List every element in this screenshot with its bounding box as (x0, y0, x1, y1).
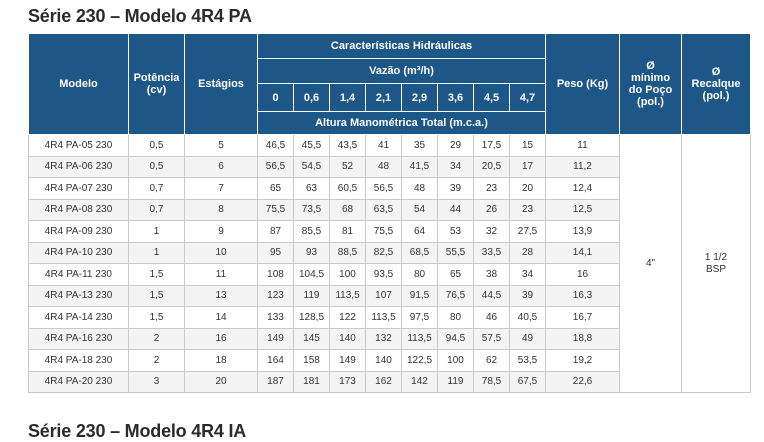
cell-altura: 107 (366, 285, 402, 307)
cell-altura: 33,5 (474, 242, 510, 264)
cell-altura: 164 (258, 350, 294, 372)
cell-altura: 81 (330, 221, 366, 243)
cell-altura: 93,5 (366, 264, 402, 286)
cell-altura: 80 (438, 307, 474, 329)
cell-potencia: 0,7 (129, 178, 185, 200)
cell-peso: 12,4 (546, 178, 620, 200)
cell-potencia: 1,5 (129, 307, 185, 329)
cell-altura: 91,5 (402, 285, 438, 307)
cell-altura: 65 (258, 178, 294, 200)
cell-altura: 108 (258, 264, 294, 286)
cell-altura: 149 (258, 328, 294, 350)
cell-altura: 53,5 (510, 350, 546, 372)
header-recalque: Ø Recalque (pol.) (682, 34, 751, 135)
cell-altura: 55,5 (438, 242, 474, 264)
cell-peso: 16,3 (546, 285, 620, 307)
header-flow: 0 (258, 84, 294, 112)
cell-altura: 85,5 (294, 221, 330, 243)
cell-estagios: 14 (185, 307, 258, 329)
cell-estagios: 20 (185, 371, 258, 393)
header-estagios: Estágios (185, 34, 258, 135)
cell-altura: 32 (474, 221, 510, 243)
cell-altura: 122,5 (402, 350, 438, 372)
pump-specs-table (28, 33, 751, 393)
cell-altura: 187 (258, 371, 294, 393)
cell-altura: 38 (474, 264, 510, 286)
cell-estagios: 6 (185, 156, 258, 178)
cell-estagios: 9 (185, 221, 258, 243)
cell-altura: 75,5 (366, 221, 402, 243)
cell-altura: 52 (330, 156, 366, 178)
cell-poco: 4" (620, 135, 682, 393)
cell-altura: 158 (294, 350, 330, 372)
cell-altura: 122 (330, 307, 366, 329)
cell-altura: 46 (474, 307, 510, 329)
header-poco: Ø mínimo do Poço (pol.) (620, 34, 682, 135)
cell-modelo: 4R4 PA-06 230 (29, 156, 129, 178)
cell-modelo: 4R4 PA-18 230 (29, 350, 129, 372)
cell-altura: 41 (366, 135, 402, 157)
cell-altura: 57,5 (474, 328, 510, 350)
cell-altura: 54 (402, 199, 438, 221)
cell-estagios: 7 (185, 178, 258, 200)
cell-altura: 20 (510, 178, 546, 200)
cell-altura: 44,5 (474, 285, 510, 307)
cell-altura: 142 (402, 371, 438, 393)
cell-altura: 140 (330, 328, 366, 350)
cell-altura: 17,5 (474, 135, 510, 157)
cell-altura: 113,5 (330, 285, 366, 307)
cell-altura: 88,5 (330, 242, 366, 264)
cell-modelo: 4R4 PA-08 230 (29, 199, 129, 221)
cell-altura: 123 (258, 285, 294, 307)
cell-altura: 75,5 (258, 199, 294, 221)
cell-altura: 26 (474, 199, 510, 221)
header-flow: 3,6 (438, 84, 474, 112)
cell-altura: 45,5 (294, 135, 330, 157)
cell-estagios: 16 (185, 328, 258, 350)
cell-peso: 14,1 (546, 242, 620, 264)
cell-potencia: 1,5 (129, 264, 185, 286)
cell-altura: 23 (474, 178, 510, 200)
cell-altura: 41,5 (402, 156, 438, 178)
cell-altura: 46,5 (258, 135, 294, 157)
cell-estagios: 11 (185, 264, 258, 286)
cell-altura: 39 (438, 178, 474, 200)
cell-altura: 63 (294, 178, 330, 200)
cell-modelo: 4R4 PA-09 230 (29, 221, 129, 243)
cell-potencia: 3 (129, 371, 185, 393)
cell-altura: 67,5 (510, 371, 546, 393)
header-flow: 2,1 (366, 84, 402, 112)
header-flow: 4,5 (474, 84, 510, 112)
cell-altura: 87 (258, 221, 294, 243)
section-title: Série 230 – Modelo 4R4 IA (28, 421, 247, 441)
cell-altura: 40,5 (510, 307, 546, 329)
cell-altura: 80 (402, 264, 438, 286)
cell-altura: 68 (330, 199, 366, 221)
cell-altura: 65 (438, 264, 474, 286)
header-vazao: Vazão (m³/h) (258, 59, 546, 84)
cell-altura: 95 (258, 242, 294, 264)
section-title: Série 230 – Modelo 4R4 PA (28, 6, 252, 26)
cell-altura: 119 (438, 371, 474, 393)
cell-altura: 56,5 (366, 178, 402, 200)
cell-estagios: 10 (185, 242, 258, 264)
cell-potencia: 0,7 (129, 199, 185, 221)
cell-altura: 128,5 (294, 307, 330, 329)
cell-modelo: 4R4 PA-20 230 (29, 371, 129, 393)
cell-altura: 133 (258, 307, 294, 329)
cell-modelo: 4R4 PA-13 230 (29, 285, 129, 307)
cell-peso: 16,7 (546, 307, 620, 329)
cell-potencia: 0,5 (129, 156, 185, 178)
cell-altura: 93 (294, 242, 330, 264)
cell-potencia: 2 (129, 328, 185, 350)
cell-altura: 48 (402, 178, 438, 200)
header-altura: Altura Manométrica Total (m.c.a.) (258, 112, 546, 135)
cell-estagios: 5 (185, 135, 258, 157)
cell-altura: 78,5 (474, 371, 510, 393)
cell-estagios: 8 (185, 199, 258, 221)
cell-altura: 27,5 (510, 221, 546, 243)
cell-altura: 140 (366, 350, 402, 372)
cell-altura: 34 (438, 156, 474, 178)
cell-potencia: 1,5 (129, 285, 185, 307)
cell-altura: 20,5 (474, 156, 510, 178)
cell-altura: 149 (330, 350, 366, 372)
cell-altura: 39 (510, 285, 546, 307)
cell-modelo: 4R4 PA-14 230 (29, 307, 129, 329)
cell-altura: 100 (330, 264, 366, 286)
cell-potencia: 1 (129, 221, 185, 243)
cell-altura: 23 (510, 199, 546, 221)
cell-altura: 48 (366, 156, 402, 178)
header-potencia: Potência (cv) (129, 34, 185, 135)
cell-estagios: 13 (185, 285, 258, 307)
cell-altura: 82,5 (366, 242, 402, 264)
cell-altura: 104,5 (294, 264, 330, 286)
cell-altura: 73,5 (294, 199, 330, 221)
cell-altura: 119 (294, 285, 330, 307)
cell-modelo: 4R4 PA-10 230 (29, 242, 129, 264)
cell-peso: 12,5 (546, 199, 620, 221)
cell-altura: 100 (438, 350, 474, 372)
cell-potencia: 1 (129, 242, 185, 264)
cell-altura: 34 (510, 264, 546, 286)
cell-altura: 44 (438, 199, 474, 221)
cell-altura: 53 (438, 221, 474, 243)
cell-altura: 64 (402, 221, 438, 243)
cell-altura: 29 (438, 135, 474, 157)
cell-altura: 17 (510, 156, 546, 178)
cell-peso: 11,2 (546, 156, 620, 178)
cell-altura: 49 (510, 328, 546, 350)
cell-altura: 132 (366, 328, 402, 350)
cell-modelo: 4R4 PA-05 230 (29, 135, 129, 157)
cell-modelo: 4R4 PA-16 230 (29, 328, 129, 350)
header-peso: Peso (Kg) (546, 34, 620, 135)
cell-peso: 11 (546, 135, 620, 157)
cell-modelo: 4R4 PA-11 230 (29, 264, 129, 286)
cell-altura: 162 (366, 371, 402, 393)
cell-peso: 16 (546, 264, 620, 286)
cell-altura: 56,5 (258, 156, 294, 178)
cell-peso: 19,2 (546, 350, 620, 372)
cell-altura: 173 (330, 371, 366, 393)
cell-altura: 60,5 (330, 178, 366, 200)
cell-potencia: 0,5 (129, 135, 185, 157)
header-flow: 2,9 (402, 84, 438, 112)
cell-peso: 18,8 (546, 328, 620, 350)
cell-altura: 94,5 (438, 328, 474, 350)
header-modelo: Modelo (29, 34, 129, 135)
cell-altura: 97,5 (402, 307, 438, 329)
cell-altura: 35 (402, 135, 438, 157)
cell-recalque: 1 1/2 BSP (682, 135, 751, 393)
table-row (29, 135, 751, 157)
cell-altura: 54,5 (294, 156, 330, 178)
cell-peso: 22,6 (546, 371, 620, 393)
cell-altura: 68,5 (402, 242, 438, 264)
cell-altura: 63,5 (366, 199, 402, 221)
cell-altura: 181 (294, 371, 330, 393)
cell-altura: 145 (294, 328, 330, 350)
cell-potencia: 2 (129, 350, 185, 372)
header-caracteristicas: Características Hidráulicas (258, 34, 546, 59)
cell-altura: 43,5 (330, 135, 366, 157)
cell-altura: 15 (510, 135, 546, 157)
cell-estagios: 18 (185, 350, 258, 372)
cell-altura: 113,5 (402, 328, 438, 350)
cell-peso: 13,9 (546, 221, 620, 243)
cell-modelo: 4R4 PA-07 230 (29, 178, 129, 200)
header-flow: 4,7 (510, 84, 546, 112)
cell-altura: 76,5 (438, 285, 474, 307)
cell-altura: 113,5 (366, 307, 402, 329)
cell-altura: 28 (510, 242, 546, 264)
cell-altura: 62 (474, 350, 510, 372)
header-flow: 1,4 (330, 84, 366, 112)
header-flow: 0,6 (294, 84, 330, 112)
